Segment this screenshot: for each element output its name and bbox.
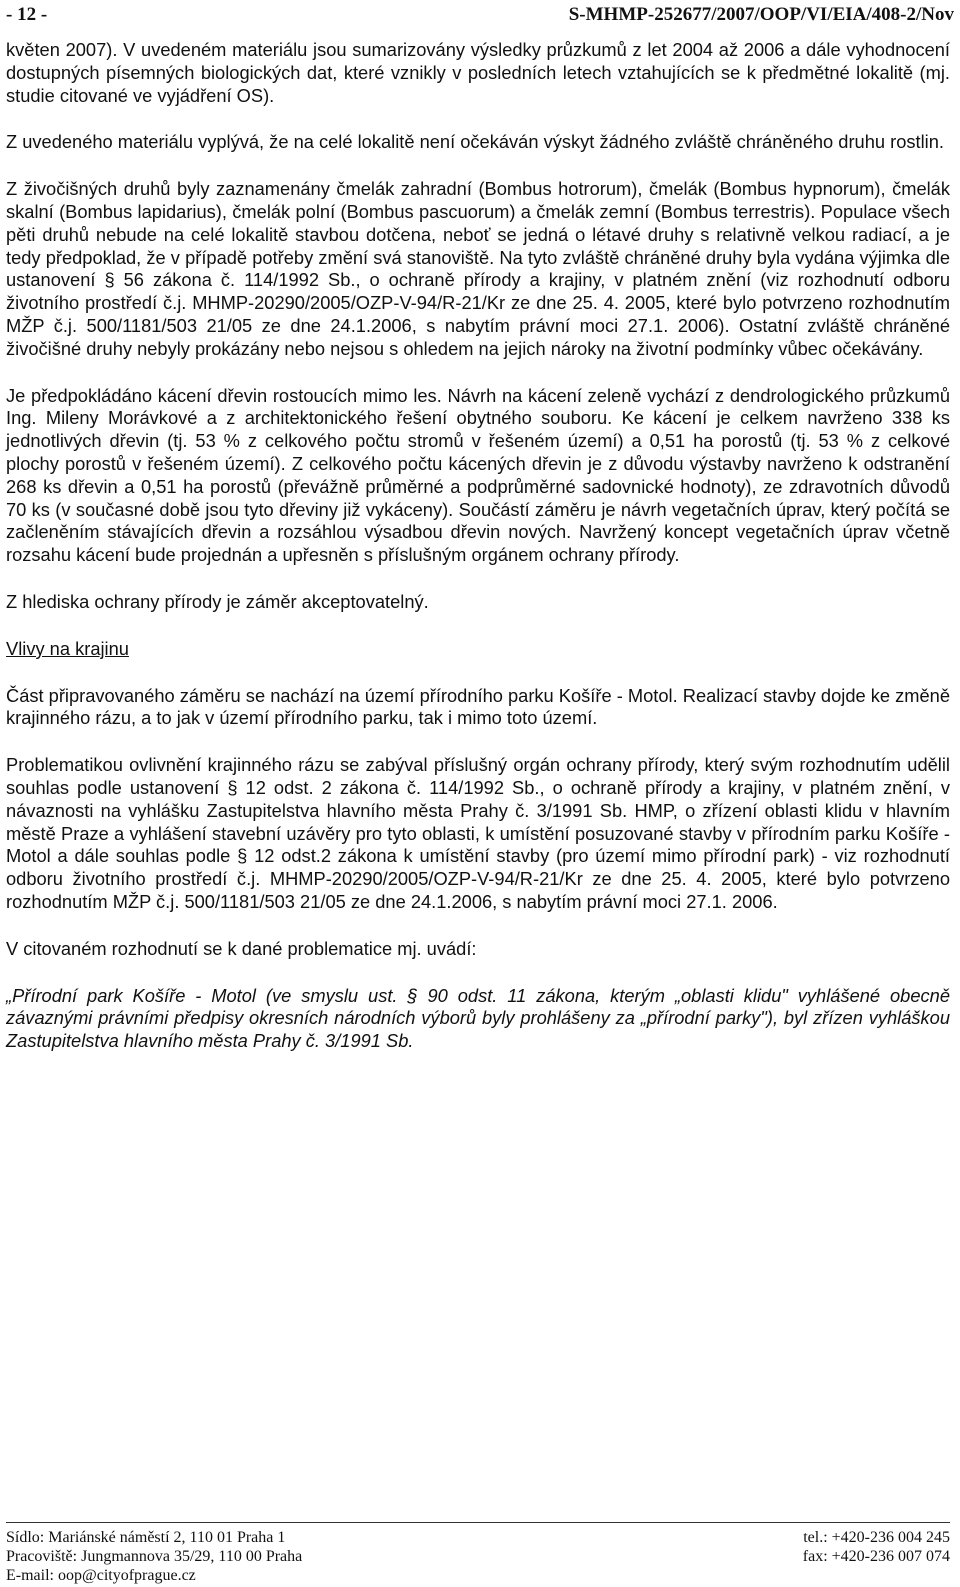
page-number: - 12 - — [6, 4, 48, 25]
footer-divider — [6, 1522, 950, 1523]
paragraph-animals: Z živočišných druhů byly zaznamenány čmelák zahradní (Bombus hotrorum), čmelák (Bombus hypnorum), čmelák skalní (Bombus lapidarius), čmelák polní (Bombus pascuorum) a čmelák zemní (Bombus terrestris). Populace všech pěti druhů nebude na celé lokalitě stavbou dotčena, neboť se jedná o létavé druhy s relativně velkou radiací, a je tedy předpoklad, že v případě potřeby změní svá stanoviště. Na tyto zvláště chráněné druhy byla vydána výjimka dle ustanovení § 56 zákona č. 114/1992 Sb., o ochraně přírody a krajiny, v platném znění (viz rozhodnutí odboru životního prostředí č.j. MHMP-20290/2005/OZP-V-94/R-21/Kr ze dne 25. 4. 2005, které bylo potvrzeno rozhodnutím MŽP č.j. 500/1181/503 21/05 ze dne 24.1.2006, s nabytím právní moci 27.1. 2006). Ostatní zvláště chráněné živočišné druhy nebyly prokázány nebo nejsou s ohledem na jejich nároky na životní podmínky vůbec očekávány. — [6, 178, 950, 359]
document-body — [6, 39, 950, 1077]
quoted-text: „Přírodní park Košíře - Motol (ve smyslu ust. § 90 odst. 11 zákona, kterým „oblasti klidu" vyhlášené obecně závaznými právními předpisy okresních národních výborů byly prohlášeny za „přírodní parky"), byl zřízen vyhláškou Zastupitelstva hlavního města Prahy č. 3/1991 Sb. — [6, 984, 950, 1052]
footer-workplace: Pracoviště: Jungmannova 35/29, 110 00 Praha — [6, 1548, 303, 1565]
paragraph-plants: Z uvedeného materiálu vyplývá, že na celé lokalitě není očekáván výskyt žádného zvláště chráněného druhu rostlin. — [6, 131, 944, 153]
page-header — [6, 4, 954, 32]
paragraph-landscape-decision: Problematikou ovlivnění krajinného rázu se zabýval příslušný orgán ochrany přírody, který svým rozhodnutím udělil souhlas podle ustanovení § 12 odst. 2 zákona č. 114/1992 Sb., o ochraně přírody a krajiny, v platném znění, v návaznosti na vyhlášku Zastupitelstva hlavního města Prahy č. 3/1991 Sb. HMP, o zřízení oblasti klidu v hlavním městě Praze a vyhlášení stavební uzávěry pro tyto oblasti, k umístění posuzované stavby v přírodním parku Košíře - Motol a dále souhlas podle § 12 odst.2 zákona k umístění stavby (pro území mimo přírodní park) - viz rozhodnutí odboru životního prostředí č.j. MHMP-20290/2005/OZP-V-94/R-21/Kr ze dne 25. 4. 2005, které bylo potvrzeno rozhodnutím MŽP č.j. 500/1181/503 21/05 ze dne 24.1.2006, s nabytím právní moci 27.1. 2006. — [6, 754, 950, 912]
paragraph-materials: květen 2007). V uvedeném materiálu jsou sumarizovány výsledky průzkumů z let 2004 až 2006 a dále vyhodnocení dostupných písemných biologických dat, které vznikly v posledních letech vztahujících se k předmětné lokalitě (mj. studie citované ve vyjádření OS). — [6, 39, 950, 106]
page-footer — [6, 1522, 950, 1584]
footer-contact-right — [803, 1528, 950, 1566]
footer-email: E-mail: oop@cityofprague.cz — [6, 1567, 196, 1584]
footer-fax: fax: +420-236 007 074 — [802, 1548, 950, 1565]
paragraph-landscape: Část připravovaného záměru se nachází na území přírodního parku Košíře - Motol. Realizací stavby dojde ke změně krajinného rázu, a to jak v území přírodního parku, tak i mimo toto území. — [6, 684, 950, 729]
footer-contact-left — [6, 1528, 302, 1585]
paragraph-conclusion: Z hlediska ochrany přírody je záměr akceptovatelný. — [6, 590, 429, 612]
footer-tel: tel.: +420-236 004 245 — [803, 1529, 950, 1546]
paragraph-tree-felling: Je předpokládáno kácení dřevin rostoucích mimo les. Návrh na kácení zeleně vychází z dendrologického průzkumů Ing. Mileny Morávkové a z architektonického řešení obytného souboru. Ke kácení je celkem navrženo 338 ks jednotlivých dřevin (tj. 53 % z celkového počtu stromů v řešeném území) a 0,51 ha porostů (tj. 53 % z celkové plochy porostů v řešeném území). Z celkového počtu kácených dřevin je z důvodu výstavby navrženo k odstranění 268 ks dřevin a 0,51 ha porostů (převážně průměrné a podprůměrné sadovnické hodnoty), ze zdravotních důvodů 70 ks (v současné době jsou tyto dřeviny již vykáceny). Součástí záměru je návrh vegetačních úprav, který počítá se začleněním stávajících dřevin a rozsáhlou výsadbou dřevin nových. Navržený koncept vegetačních úprav včetně rozsahu kácení bude projednán a upřesněn s příslušným orgánem ochrany přírody. — [6, 384, 950, 566]
footer-address: Sídlo: Mariánské náměstí 2, 110 01 Praha 1 — [6, 1529, 286, 1546]
document-reference: S-MHMP-252677/2007/OOP/VI/EIA/408-2/Nov — [568, 4, 954, 25]
section-heading: Vlivy na krajinu — [6, 637, 129, 659]
paragraph-citation-intro: V citovaném rozhodnutí se k dané problematice mj. uvádí: — [6, 937, 477, 959]
